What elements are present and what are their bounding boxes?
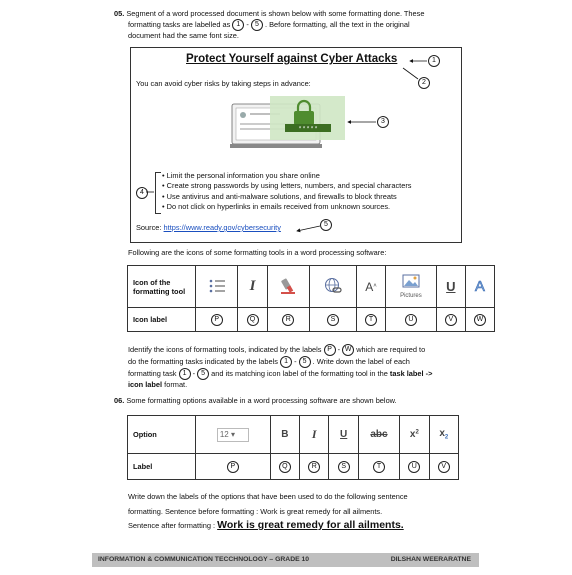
circled-label: 5	[197, 368, 209, 380]
document-intro: You can avoid cyber risks by taking steps in advance:	[136, 79, 311, 88]
label-w: W	[474, 314, 486, 326]
italic-icon[interactable]: I	[238, 266, 267, 308]
source-link[interactable]: https://www.ready.gov/cybersecurity	[163, 223, 281, 232]
circled-label: 5	[299, 356, 311, 368]
icon-label-header: Icon label	[128, 308, 196, 332]
options-table	[127, 415, 459, 480]
bullets-list-icon[interactable]	[196, 266, 238, 308]
option-header: Option	[128, 416, 196, 454]
circled-label: W	[342, 344, 354, 356]
option-label-q: Q	[279, 461, 291, 473]
intro-line: formatting tasks are labelled as	[128, 19, 231, 29]
option-label-r: R	[308, 461, 320, 473]
grow-font-icon[interactable]: A˄	[356, 266, 385, 308]
question-number: 05.	[114, 9, 125, 18]
italic-option-icon[interactable]: I	[300, 416, 329, 454]
label-t: T	[365, 314, 377, 326]
document-title: Protect Yourself against Cyber Attacks	[186, 53, 398, 65]
marker-3: 3	[377, 116, 389, 128]
subscript-icon[interactable]: $x_2$	[429, 416, 458, 454]
marker-2: 2	[418, 77, 430, 89]
marker-4: 4	[136, 187, 148, 199]
label-header: Label	[128, 454, 196, 480]
list-item: • Use antivirus and anti-malware solutions, and firewalls to block threats	[162, 191, 397, 201]
label-q: Q	[247, 314, 259, 326]
circled-label: 1	[280, 356, 292, 368]
pictures-icon[interactable]	[386, 266, 437, 308]
font-size-dropdown[interactable]: 12 ▾	[196, 416, 271, 454]
hyperlink-icon[interactable]	[310, 266, 357, 308]
marker-5: 5	[320, 219, 332, 231]
option-label-s: S	[338, 461, 350, 473]
question-number: 06.	[114, 396, 125, 405]
intro-line: document had the same font size.	[128, 31, 239, 40]
intro-line: Segment of a word processed document is shown below with some formatting done. These	[126, 9, 425, 18]
formatted-sentence: Work is great remedy for all ailments.	[217, 519, 404, 531]
circled-label: 5	[251, 19, 263, 31]
page-footer	[92, 553, 479, 567]
option-label-v: V	[438, 461, 450, 473]
circled-label: 1	[232, 19, 244, 31]
source-line: Source: https://www.ready.gov/cybersecurity	[136, 223, 281, 232]
list-item: • Do not click on hyperlinks in emails received from unknown sources.	[162, 201, 391, 211]
intro-line: . Before formatting, all the text in the original	[265, 19, 410, 29]
list-item: • Limit the personal information you share online	[162, 171, 320, 180]
underline-option-icon[interactable]: U	[329, 416, 358, 454]
icon-row-header: Icon of the formatting tool	[128, 266, 196, 308]
option-label-t: T	[373, 461, 385, 473]
label-v: V	[445, 314, 457, 326]
footer-author: DILSHAN WEERARATNE	[390, 556, 471, 563]
pictures-label: Pictures	[400, 293, 422, 299]
label-p: P	[211, 314, 223, 326]
bold-icon[interactable]: B	[270, 416, 299, 454]
marker-1: 1	[428, 55, 440, 67]
writedown-text: Write down the labels of the options that have been used to do the following sentence	[128, 492, 408, 501]
identify-instructions: Identify the icons of formatting tools, indicated by the labels P - W which are required to do the formatting tasks indicated by the labels 1 - 5 . Write down the label of each formatting task 1 - 5 and its matching icon label of the formatting tool in the task label -> icon label format.	[128, 344, 433, 389]
footer-subject: INFORMATION & COMMUNICATION TECCHNOLOGY – GRADE 10	[98, 556, 310, 563]
after-line: Sentence after formatting : Work is great remedy for all ailments.	[128, 519, 404, 531]
dash: -	[246, 19, 249, 29]
circled-label: P	[324, 344, 336, 356]
list-item: • Create strong passwords by using letters, numbers, and special characters	[162, 181, 412, 191]
password-stars: * * * * *	[298, 126, 318, 133]
option-label-p: P	[227, 461, 239, 473]
option-label-u: U	[408, 461, 420, 473]
question-6-intro: 06. Some formatting options available in a word processing software are shown below.	[114, 396, 397, 405]
text-effects-icon[interactable]: A	[465, 266, 494, 308]
superscript-icon[interactable]: $x^2$	[400, 416, 429, 454]
label-r: R	[282, 314, 294, 326]
before-text: formatting. Sentence before formatting : Work is great remedy for all ailments.	[128, 507, 383, 516]
strikethrough-icon[interactable]: abc	[358, 416, 399, 454]
underline-icon[interactable]: U	[436, 266, 465, 308]
label-u: U	[405, 314, 417, 326]
icons-table	[127, 265, 495, 332]
circled-label: 1	[179, 368, 191, 380]
format-painter-icon[interactable]	[267, 266, 309, 308]
following-text: Following are the icons of some formatting tools in a word processing software:	[128, 248, 387, 257]
label-s: S	[327, 314, 339, 326]
